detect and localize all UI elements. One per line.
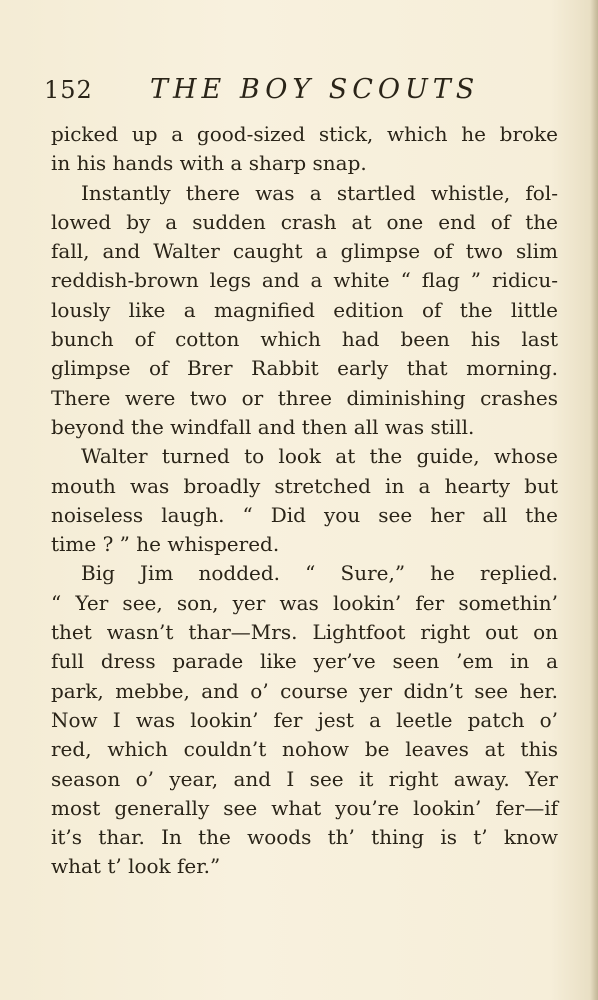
- text-line: There were two or three diminishing crashes: [51, 385, 558, 410]
- text-line: red, which couldn’t nohow be leaves at this: [51, 737, 558, 762]
- text-line: reddish-brown legs and a white “ flag ” ridicu-: [51, 268, 558, 293]
- text-line: Now I was lookin’ fer jest a leetle patch o’: [51, 707, 558, 732]
- text-line: it’s thar. In the woods th’ thing is t’ know: [51, 825, 558, 850]
- text-line: lowed by a sudden crash at one end of the: [51, 209, 558, 234]
- text-line: full dress parade like yer’ve seen ’em in a: [51, 649, 558, 674]
- text-line: lously like a magnified edition of the little: [51, 297, 558, 322]
- text-line: fall, and Walter caught a glimpse of two slim: [51, 239, 558, 264]
- text-line: mouth was broadly stretched in a hearty but: [51, 473, 558, 498]
- text-line: picked up a good-sized stick, which he broke: [51, 122, 558, 146]
- text-line: bunch of cotton which had been his last: [51, 327, 558, 352]
- page-edge: [590, 0, 598, 1000]
- text-line: glimpse of Brer Rabbit early that morning.: [51, 356, 558, 381]
- text-line: “ Yer see, son, yer was lookin’ fer somethin’: [51, 590, 558, 615]
- text-line: Big Jim nodded. “ Sure,” he replied.: [81, 561, 558, 586]
- text-line: beyond the windfall and then all was still.: [51, 414, 475, 439]
- text-line: season o’ year, and I see it right away. Yer: [51, 766, 558, 791]
- text-line: in his hands with a sharp snap.: [51, 151, 367, 176]
- page-header: [44, 72, 564, 112]
- text-line: most generally see what you’re lookin’ fer—if: [51, 795, 558, 820]
- body-text: [51, 120, 558, 882]
- text-line: what t’ look fer.”: [51, 854, 221, 879]
- text-line: Instantly there was a startled whistle, fol-: [81, 180, 558, 205]
- text-line: Walter turned to look at the guide, whose: [81, 444, 558, 469]
- text-line: time ? ” he whispered.: [51, 532, 280, 557]
- text-line: thet wasn’t thar—Mrs. Lightfoot right out on: [51, 620, 558, 645]
- running-title: THE BOY SCOUTS: [150, 74, 480, 105]
- text-line: noiseless laugh. “ Did you see her all the: [51, 502, 558, 527]
- text-line: park, mebbe, and o’ course yer didn’t see her.: [51, 678, 558, 703]
- page-number: 152: [44, 76, 93, 104]
